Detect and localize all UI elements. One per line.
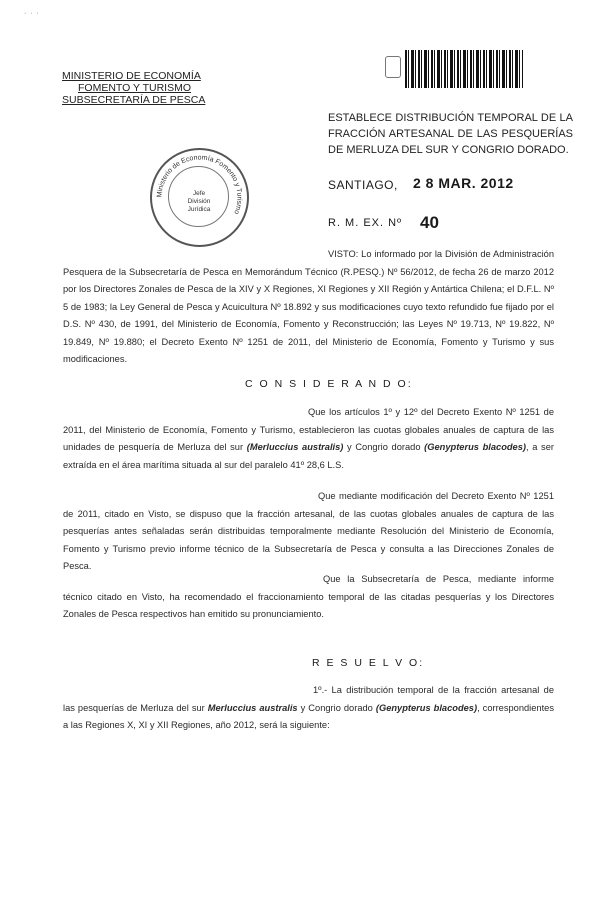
resuelvo-1-text-a: 1º.- La distribución temporal de la fracción artesanal de las pesquerías de Merluza del sur <box>63 685 554 713</box>
date-value: 2 8 MAR. 2012 <box>413 175 514 191</box>
considerando-paragraph-1 <box>63 404 554 474</box>
considerando-paragraph-3: Que la Subsecretaría de Pesca, mediante informe técnico citado en Visto, ha recomendado el fraccionamiento temporal de las citadas pesquerías y los Directores Zonales de Pesca respectivos han emitido su pronunciamiento. <box>63 574 554 619</box>
ministry-line-1: MINISTERIO DE ECONOMÍA <box>62 70 201 82</box>
barcode-block <box>385 40 523 100</box>
considerando-1-text-c: , a ser extraída en el área marítima situada al sur del paralelo 41º 28,6 L.S. <box>63 442 554 470</box>
stamp-center-text: Jefe División Jurídica <box>187 190 211 213</box>
seal-icon <box>385 56 401 78</box>
species-congrio: (Genypterus blacodes) <box>424 442 526 452</box>
barcode <box>405 50 523 88</box>
visto-paragraph: VISTO: Lo informado por la División de Administración Pesquera de la Subsecretaría de Pesca en Memorándum Técnico (R.PESQ.) Nº 56/2012, de fecha 26 de marzo 2012 por los Directores Zonales de Pesca de la XIV y X Regiones, XI Regiones y XII Región y Antártica Chilena; el D.F.L. Nº 5 de 1983; la Ley General de Pesca y Acuicultura Nº 18.892 y sus modificaciones cuyo texto refundido fue fijado por el D.S. Nº 430, de 1991, del Ministerio de Economía, Fomento y Reconstrucción; las Leyes Nº 19.713, Nº 19.822, Nº 19.849, Nº 19.880; el Decreto Exento Nº 1251 de 2011, del Ministerio de Economía, Fomento y Turismo y sus modificaciones. <box>63 249 554 364</box>
ministry-line-3: SUBSECRETARÍA DE PESCA <box>62 94 206 106</box>
ministry-line-2: FOMENTO Y TURISMO <box>78 82 191 94</box>
ministry-header <box>62 70 205 106</box>
species-congrio-resuelvo: (Genypterus blacodes) <box>375 702 478 713</box>
stamp-ring-text: Ministerio de Economía Fomento y Turismo <box>156 154 243 216</box>
species-merluza-resuelvo: Merluccius australis <box>207 702 298 713</box>
resuelvo-heading: R E S U E L V O: <box>312 657 425 669</box>
resuelvo-1-text-b: y Congrio dorado <box>297 702 376 713</box>
considerando-1-text-a: Que los artículos 1º y 12º del Decreto Exento Nº 1251 de 2011, del Ministerio de Economía, Fomento y Turismo, establecieron las cuotas globales anuales de captura de las unidades de pesquería de Merluza del sur <box>63 407 554 452</box>
considerando-1-text-b: y Congrio dorado <box>343 442 425 452</box>
considerando-heading: C O N S I D E R A N D O: <box>245 378 413 390</box>
date-label: SANTIAGO, <box>328 178 398 192</box>
resolution-number: 40 <box>420 213 439 232</box>
resolution-label: R. M. EX. Nº <box>328 217 403 229</box>
official-stamp <box>150 148 249 247</box>
species-merluza: (Merluccius australis) <box>246 442 344 452</box>
stamp-inner-circle <box>168 166 229 227</box>
document-subject: ESTABLECE DISTRIBUCIÓN TEMPORAL DE LA FRACCIÓN ARTESANAL DE LAS PESQUERÍAS DE MERLUZA DEL SUR Y CONGRIO DORADO. <box>328 112 573 156</box>
page-mark: · · · <box>24 10 40 17</box>
resuelvo-1-text-c: , correspondientes a las Regiones X, XI y XII Regiones, año 2012, será la siguiente: <box>63 702 554 730</box>
considerando-paragraph-2: Que mediante modificación del Decreto Exento Nº 1251 de 2011, citado en Visto, se dispuso que la fracción artesanal, de las cuotas globales anuales de captura de las pesquerías antes señaladas serán distribuidas temporalmente mediante Resolución del Ministerio de Economía, Fomento y Turismo previo informe técnico de la Subsecretaría de Pesca y consulta a las Direcciones Zonales de Pesca. <box>63 491 554 571</box>
resuelvo-paragraph-1 <box>63 682 554 735</box>
